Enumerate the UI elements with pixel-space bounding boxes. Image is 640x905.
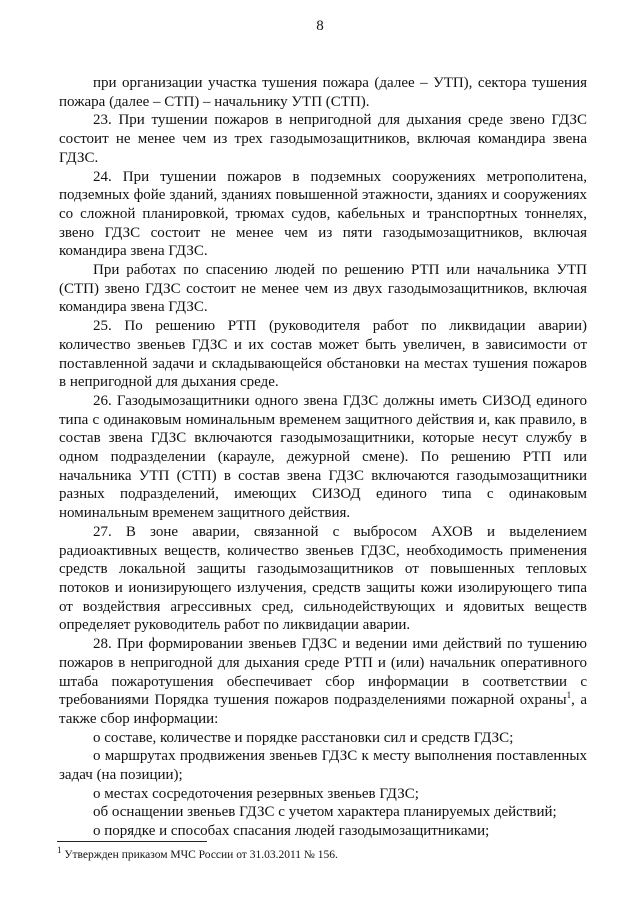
list-item-routes: о маршрутах продвижения звеньев ГДЗС к месту выполнения поставленных задач (на позиции); — [59, 748, 587, 784]
list-item-composition: о составе, количестве и порядке расстановки сил и средств ГДЗС; — [93, 729, 514, 746]
footnote-marker: 1 — [57, 845, 62, 856]
paragraph-28-tail: , а также сбор информации: — [59, 692, 587, 727]
paragraph-utp-continuation: при организации участка тушения пожара (далее – УТП), сектора тушения пожара (далее – СТП) – начальнику УТП (СТП). — [59, 75, 587, 110]
paragraph-28 — [59, 635, 587, 729]
page-number: 8 — [316, 18, 324, 34]
list-item-equipment: об оснащении звеньев ГДЗС с учетом характера планируемых действий; — [93, 804, 557, 821]
paragraph-24: 24. При тушении пожаров в подземных сооружениях метрополитена, подземных фойе зданий, зданиях повышенной этажности, зданиях и сооружениях со сложной планировкой, трюмах судов, кабельных и транспортных тоннелях, звено ГДЗС состоит не менее чем из пяти газодымозащитников, включая командира звена ГДЗС. — [59, 168, 587, 260]
body-text — [59, 74, 587, 841]
paragraph-rescue: При работах по спасению людей по решению РТП или начальника УТП (СТП) звено ГДЗС состоит не менее чем из двух газодымозащитников, включая командира звена ГДЗС. — [59, 262, 587, 316]
paragraph-26: 26. Газодымозащитники одного звена ГДЗС должны иметь СИЗОД единого типа с одинаковым номинальным временем защитного действия и, как правило, в состав звена ГДЗС включаются газодымозащитники, которые несут службу в одном подразделении (карауле, дежурной смене). По решению РТП или начальника УТП (СТП) в состав звена ГДЗС включаются газодымозащитники разных подразделений, имеющих СИЗОД единого типа с одинаковым номинальным временем защитного действия. — [59, 392, 587, 522]
footnote — [57, 845, 597, 862]
paragraph-27: 27. В зоне аварии, связанной с выбросом АХОВ и выделением радиоактивных веществ, количество звеньев ГДЗС, необходимость применения средств локальной защиты газодымозащитников от повышенных тепловых потоков и ионизирующего излучения, средств защиты кожи изолирующего типа от воздействия агрессивных сред, сильнодействующих и ядовитых веществ определяет руководитель работ по ликвидации аварии. — [59, 523, 587, 634]
paragraph-28-text: 28. При формировании звеньев ГДЗС и ведении ими действий по тушению пожаров в непригодной для дыхания среде РТП и (или) начальник оперативного штаба пожаротушения обеспечивает сбор информации в соответствии с требованиями Порядка тушения пожаров подразделениями пожарной охраны — [59, 636, 587, 709]
footnote-text: Утвержден приказом МЧС России от 31.03.2011 № 156. — [61, 849, 338, 861]
paragraph-23: 23. При тушении пожаров в непригодной для дыхания среде звено ГДЗС состоит не менее чем из трех газодымозащитников, включая командира звена ГДЗС. — [59, 112, 587, 166]
list-item-rescue-methods: о порядке и способах спасания людей газодымозащитниками; — [93, 823, 490, 840]
footnote-separator — [57, 841, 207, 842]
paragraph-25: 25. По решению РТП (руководителя работ по ликвидации аварии) количество звеньев ГДЗС и их состав может быть увеличен, в зависимости от поставленной задачи и складывающейся обстановки на местах тушения пожаров в непригодной для дыхания среде. — [59, 318, 587, 391]
list-item-reserve: о местах сосредоточения резервных звеньев ГДЗС; — [93, 785, 419, 802]
footnote-reference: 1 — [566, 690, 572, 701]
